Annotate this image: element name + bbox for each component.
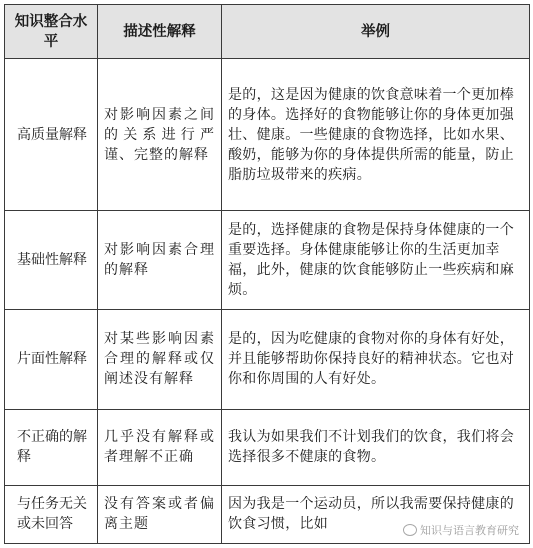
description-cell: 对某些影响因素合理的解释或仅阐述没有解释 <box>98 309 222 409</box>
example-cell: 是的，这是因为健康的饮食意味着一个更加棒的身体。选择好的食物能够让你的身体更加强壮、健康。一些健康的食物选择，比如水果、酸奶，能够为你的身体提供所需的能量，防止脂肪垃圾带来的疾病。 <box>222 59 530 211</box>
table-header-row <box>5 5 530 59</box>
level-cell: 基础性解释 <box>5 211 98 309</box>
description-cell: 对影响因素之间的关系进行严谨、完整的解释 <box>98 59 222 211</box>
level-cell: 片面性解释 <box>5 309 98 409</box>
table-row <box>5 211 530 309</box>
level-cell: 不正确的解释 <box>5 409 98 485</box>
table-row <box>5 59 530 211</box>
header-level: 知识整合水平 <box>5 5 98 59</box>
header-description: 描述性解释 <box>98 5 222 59</box>
description-cell: 几乎没有解释或者理解不正确 <box>98 409 222 485</box>
knowledge-integration-table <box>4 4 530 544</box>
example-cell: 是的，因为吃健康的食物对你的身体有好处，并且能够帮助你保持良好的精神状态。它也对你和你周围的人有好处。 <box>222 309 530 409</box>
description-cell: 对影响因素合理的解释 <box>98 211 222 309</box>
description-cell: 没有答案或者偏离主题 <box>98 485 222 543</box>
table-row <box>5 309 530 409</box>
level-cell: 高质量解释 <box>5 59 98 211</box>
example-cell: 是的，选择健康的食物是保持身体健康的一个重要选择。身体健康能够让你的生活更加幸福，此外，健康的饮食能够防止一些疾病和麻烦。 <box>222 211 530 309</box>
wechat-icon <box>403 524 417 536</box>
example-cell: 我认为如果我们不计划我们的饮食，我们将会选择很多不健康的食物。 <box>222 409 530 485</box>
watermark-text: 知识与语言教育研究 <box>420 524 519 537</box>
level-cell: 与任务无关或未回答 <box>5 485 98 543</box>
table-row <box>5 409 530 485</box>
header-example: 举例 <box>222 5 530 59</box>
example-cell: 因为我是一个运动员，所以我需要保持健康的饮食习惯，比如 <box>222 485 530 543</box>
watermark <box>403 522 519 538</box>
knowledge-integration-table-container <box>4 4 529 544</box>
